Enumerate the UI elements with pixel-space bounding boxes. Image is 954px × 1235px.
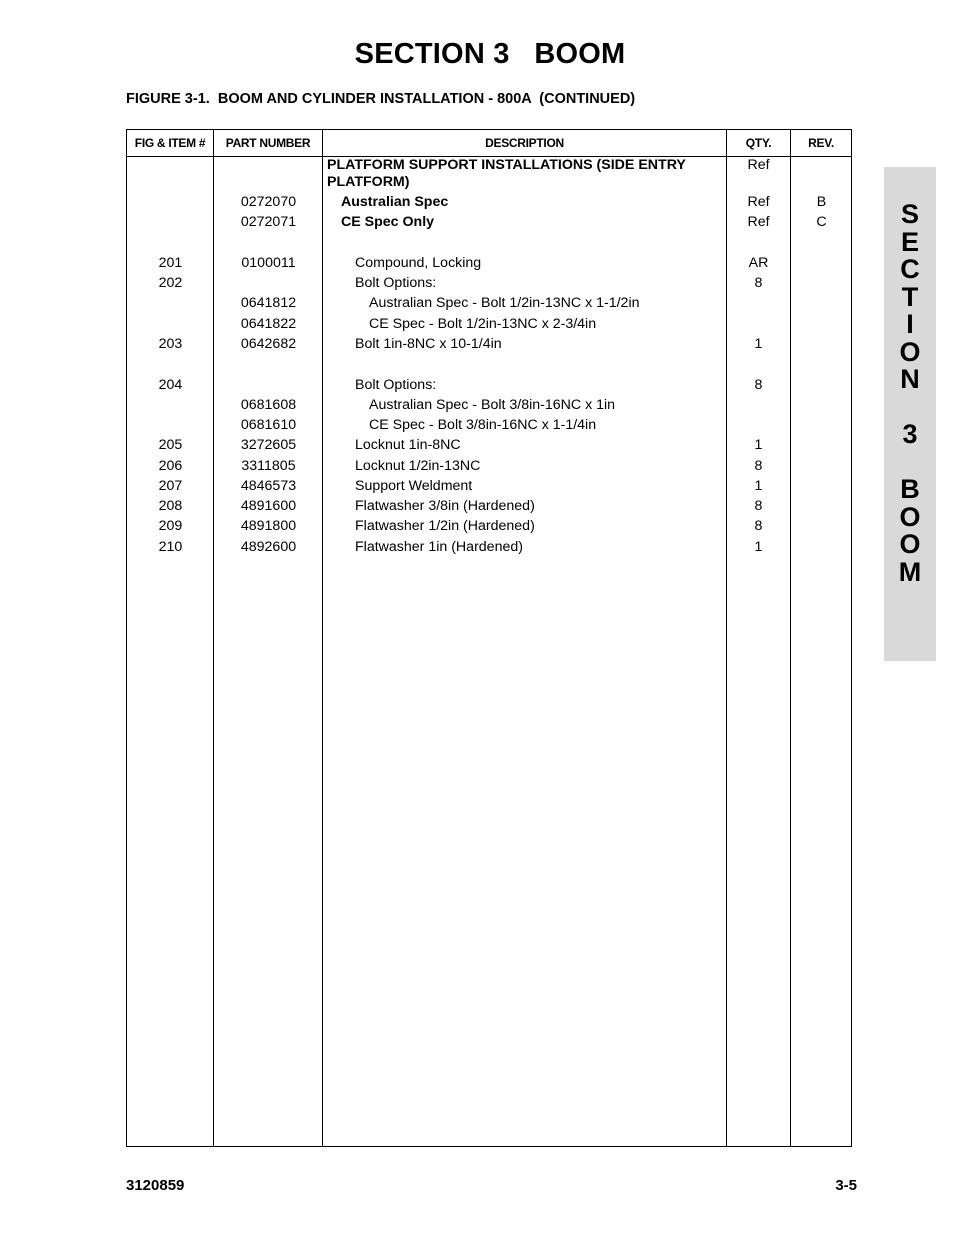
part-number: 4892600 (240, 539, 297, 555)
description: Flatwasher 1/2in (Hardened) (355, 518, 535, 534)
header-part-number: PART NUMBER (225, 136, 311, 150)
revision: C (816, 214, 827, 230)
quantity: 1 (754, 437, 763, 453)
header-qty: QTY. (745, 136, 772, 150)
item-number: 201 (158, 255, 183, 271)
quantity: 8 (754, 275, 763, 291)
quantity: Ref (747, 214, 770, 230)
part-number: 0681610 (240, 417, 297, 433)
description: CE Spec - Bolt 3/8in-16NC x 1-1/4in (369, 417, 597, 433)
header-description: DESCRIPTION (485, 136, 564, 150)
part-number: 0681608 (240, 397, 297, 413)
side-tab-letter: I (906, 309, 914, 339)
revision: B (816, 194, 827, 210)
description: Bolt Options: (355, 275, 437, 291)
description: Bolt 1in-8NC x 10-1/4in (355, 336, 502, 352)
item-number: 208 (158, 498, 183, 514)
description: Australian Spec - Bolt 3/8in-16NC x 1in (369, 397, 616, 413)
description: Compound, Locking (355, 255, 482, 271)
description: Australian Spec (341, 194, 449, 210)
side-tab-letter: B (900, 474, 920, 504)
quantity: Ref (747, 157, 770, 173)
section-tab (884, 167, 936, 661)
item-number: 202 (158, 275, 183, 291)
doc-number: 3120859 (126, 1177, 185, 1194)
side-tab-letter: 3 (902, 419, 918, 449)
item-number: 203 (158, 336, 183, 352)
part-number: 0272070 (240, 194, 297, 210)
part-number: 3311805 (241, 458, 296, 474)
side-tab-letter: O (899, 529, 921, 559)
quantity: 8 (754, 498, 763, 514)
side-tab-letter: N (900, 364, 920, 394)
quantity: 1 (754, 478, 763, 494)
item-number: 209 (158, 518, 183, 534)
figure-title: FIGURE 3-1. BOOM AND CYLINDER INSTALLATION - 800A (CONTINUED) (126, 91, 636, 107)
column-divider (790, 130, 791, 1146)
part-number: 4891800 (240, 518, 297, 534)
quantity: AR (748, 255, 769, 271)
item-number: 206 (158, 458, 183, 474)
part-number: 0100011 (241, 255, 296, 271)
parts-table (126, 129, 852, 1147)
side-tab-letter: M (898, 556, 922, 587)
part-number: 4891600 (240, 498, 297, 514)
description: CE Spec Only (341, 214, 435, 230)
side-tab-letter: E (900, 226, 919, 257)
quantity: 1 (754, 539, 763, 555)
side-tab-letter: O (899, 501, 921, 532)
side-tab-letter: S (900, 199, 919, 229)
part-number: 0641822 (240, 316, 297, 332)
description: Support Weldment (355, 478, 473, 494)
side-tab-letter: C (900, 254, 920, 284)
side-tab-letter: T (901, 281, 919, 312)
side-tab-letter: O (899, 336, 921, 367)
part-number: 0641812 (240, 295, 297, 311)
description: Locknut 1in-8NC (355, 437, 461, 453)
description: Flatwasher 3/8in (Hardened) (355, 498, 535, 514)
column-divider (322, 130, 323, 1146)
description: Locknut 1/2in-13NC (355, 458, 481, 474)
part-number: 0272071 (240, 214, 297, 230)
description: Flatwasher 1in (Hardened) (355, 539, 523, 555)
quantity: 8 (754, 518, 763, 534)
part-number: 4846573 (240, 478, 297, 494)
part-number: 0642682 (240, 336, 297, 352)
item-number: 205 (158, 437, 183, 453)
quantity: 1 (754, 336, 763, 352)
section-title: SECTION 3 BOOM (354, 38, 626, 70)
page-number: 3-5 (835, 1177, 857, 1194)
quantity: 8 (754, 458, 763, 474)
item-number: 207 (158, 478, 183, 494)
header-rev: REV. (808, 136, 834, 150)
description: PLATFORM SUPPORT INSTALLATIONS (SIDE ENTRY PLATFORM) (327, 157, 686, 190)
description: CE Spec - Bolt 1/2in-13NC x 2-3/4in (369, 316, 597, 332)
quantity: Ref (747, 194, 770, 210)
quantity: 8 (754, 377, 763, 393)
description: Australian Spec - Bolt 1/2in-13NC x 1-1/2in (369, 295, 640, 311)
item-number: 210 (158, 539, 183, 555)
header-fig-item: FIG & ITEM # (134, 136, 206, 150)
item-number: 204 (158, 377, 183, 393)
description: Bolt Options: (355, 377, 437, 393)
part-number: 3272605 (240, 437, 297, 453)
